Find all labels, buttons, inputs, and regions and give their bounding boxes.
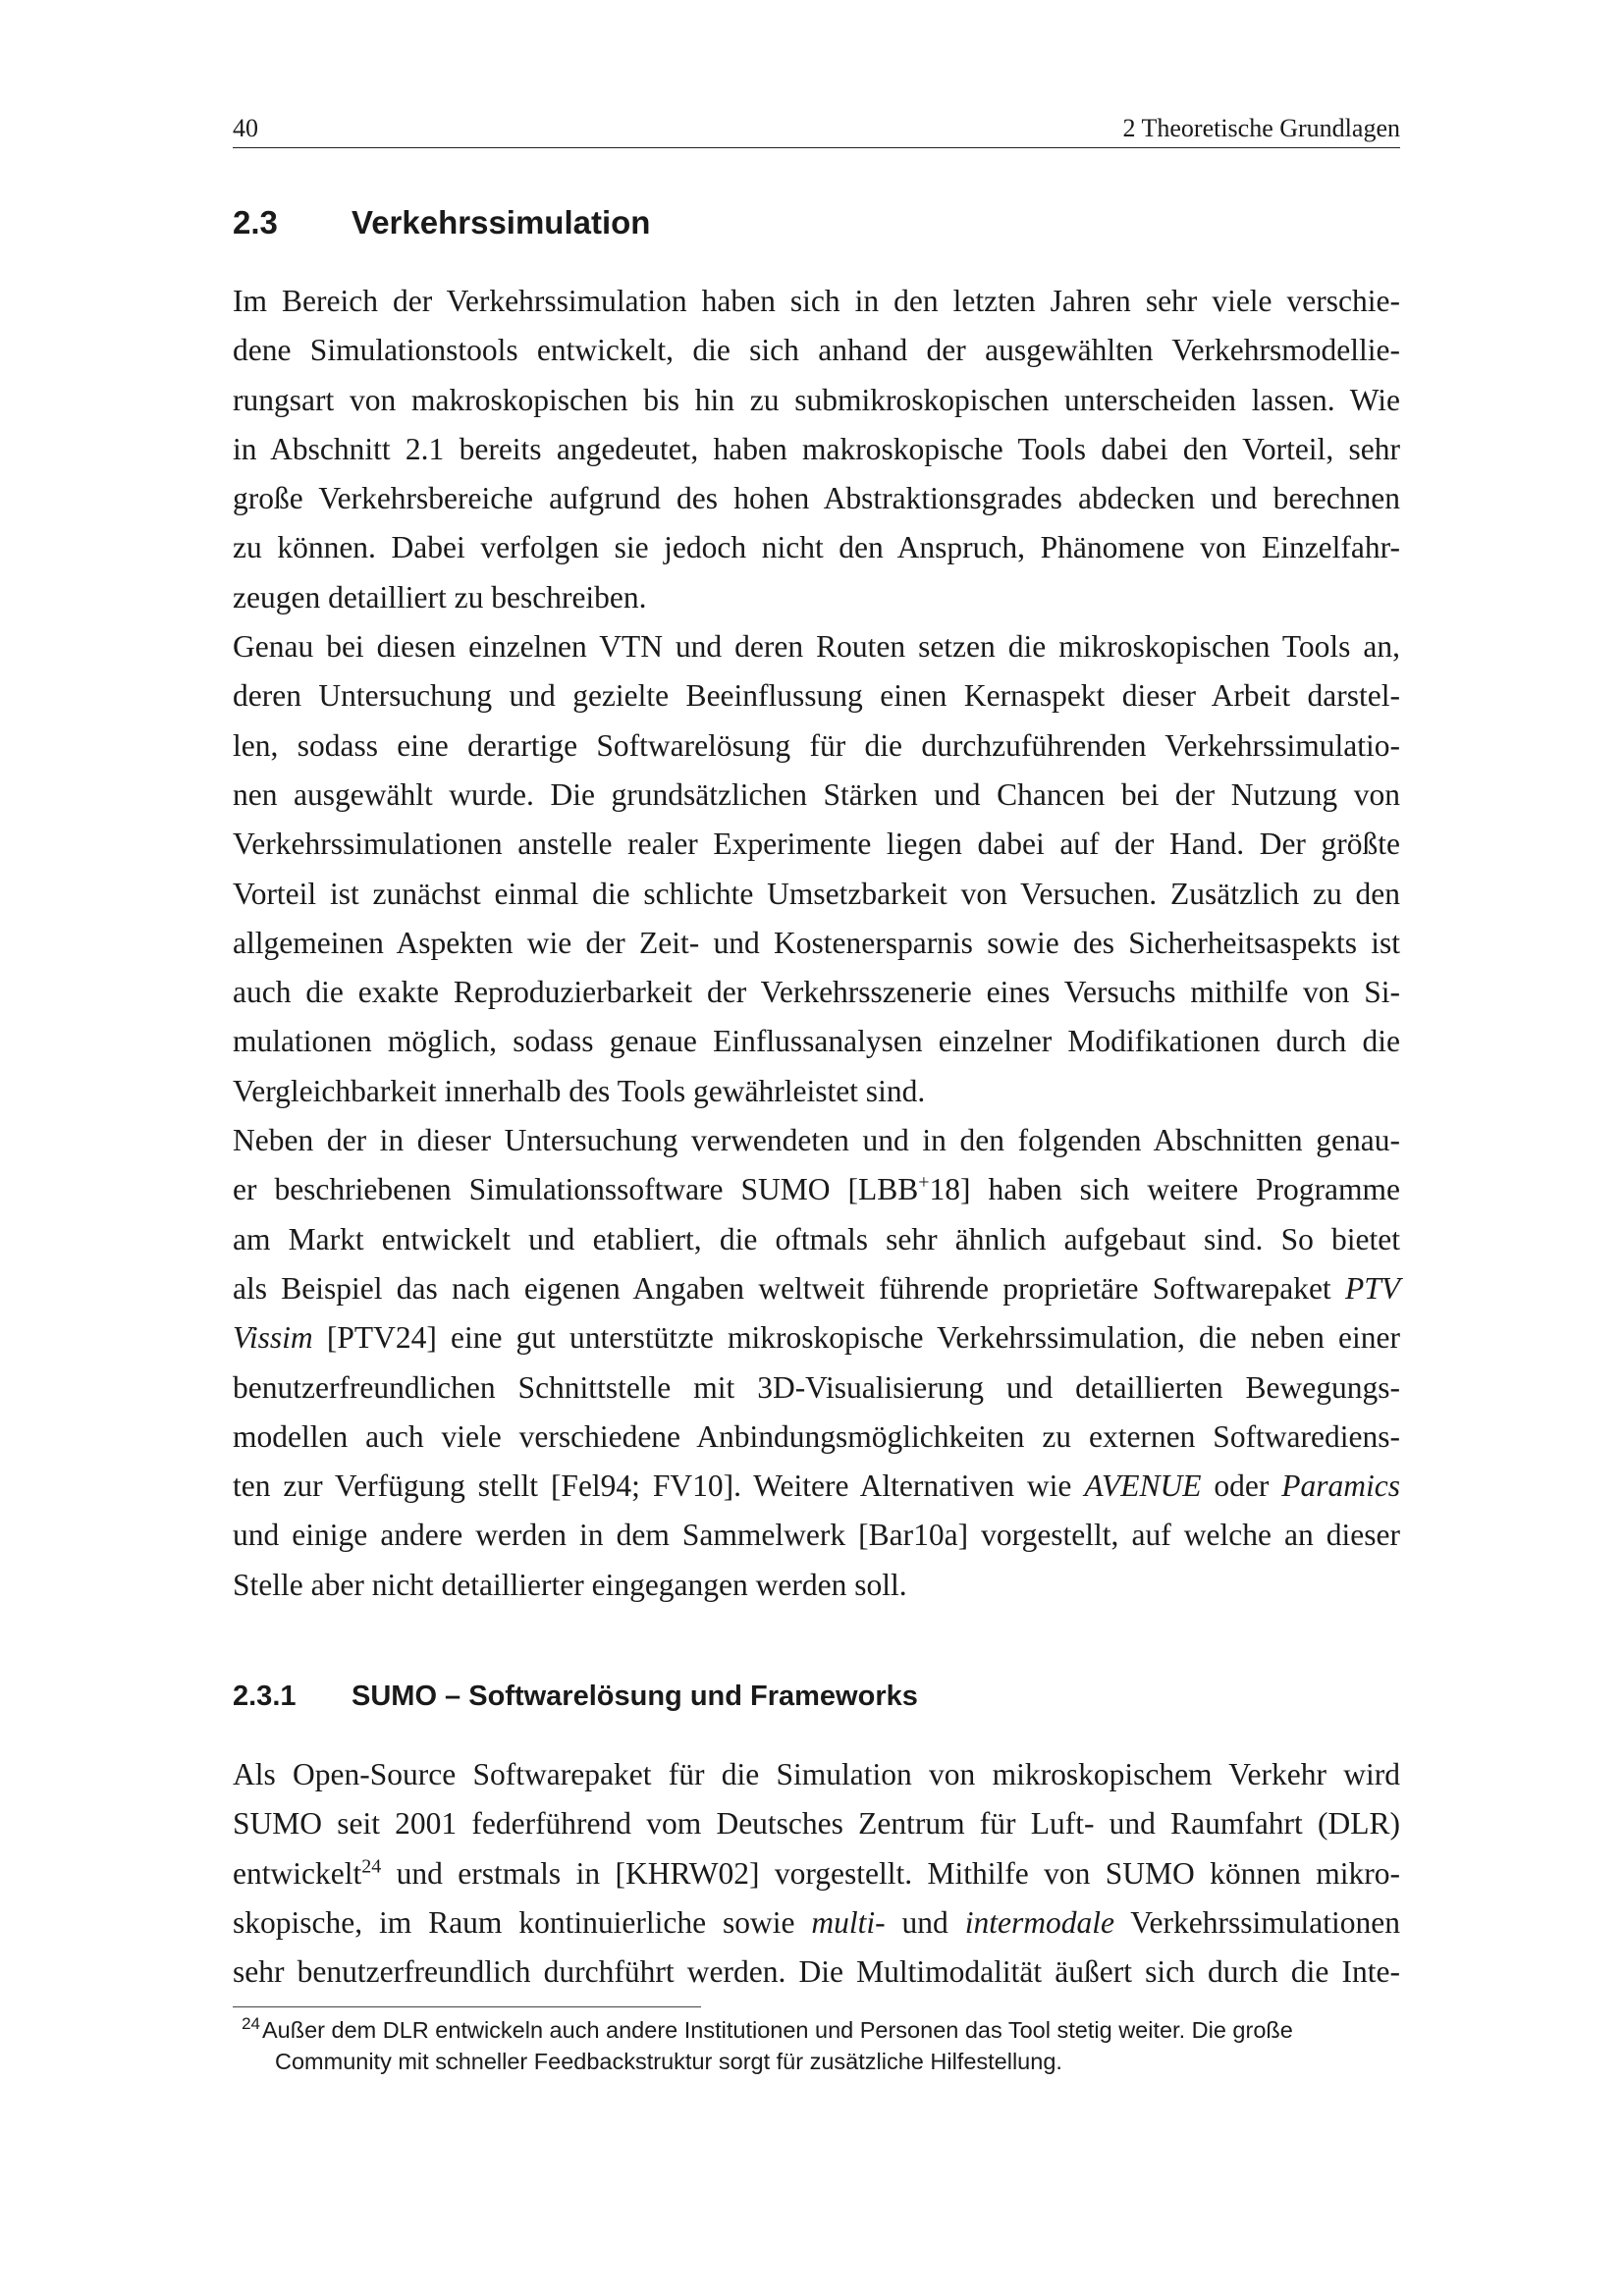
text-segment: am Markt entwickelt und etabliert, die oftmals sehr ähnlich aufgebaut sind. So bietet [233, 1221, 1400, 1256]
text-line [233, 919, 1400, 968]
text-segment: modellen auch viele verschiedene Anbindungsmöglichkeiten zu externen Softwarediens- [233, 1418, 1400, 1454]
text-segment: zu können. Dabei verfolgen sie jedoch nicht den Anspruch, Phänomene von Einzelfahr- [233, 530, 1400, 565]
text-line [233, 1413, 1400, 1462]
text-segment: allgemeinen Aspekten wie der Zeit- und Kostenersparnis sowie des Sicherheitsaspekts ist [233, 925, 1400, 960]
text-line [233, 1898, 1400, 1948]
text-segment: Vorteil ist zunächst einmal die schlichte Umsetzbarkeit von Versuchen. Zusätzlich zu den [233, 876, 1400, 911]
text-line [233, 1849, 1400, 1898]
text-segment: Vergleichbarkeit innerhalb des Tools gewährleistet sind. [233, 1073, 926, 1108]
running-title: 2 Theoretische Grundlagen [1122, 114, 1400, 142]
text-line [233, 1165, 1400, 1214]
italic-text: Vissim [233, 1320, 313, 1356]
italic-text: Paramics [1281, 1468, 1400, 1504]
text-line [233, 870, 1400, 919]
text-segment: große Verkehrsbereiche aufgrund des hohen Abstraktionsgrades abdecken und berechnen [233, 481, 1400, 516]
footnote: 24Außer dem DLR entwickeln auch andere Institutionen und Personen das Tool stetig weiter. Die große Community mit schneller Feedbackstruktur sorgt für zusätzliche Hilfestellung. [233, 2014, 1400, 2077]
text-line [233, 573, 1400, 622]
text-segment: Neben der in dieser Untersuchung verwendeten und in den folgenden Abschnitten genau- [233, 1123, 1400, 1158]
text-segment: [PTV24] eine gut unterstützte mikroskopische Verkehrssimulation, die neben einer [312, 1320, 1400, 1356]
text-segment: auch die exakte Reproduzierbarkeit der Verkehrsszenerie eines Versuchs mithilfe von Si- [233, 975, 1400, 1010]
text-segment: Stelle aber nicht detaillierter eingegangen werden soll. [233, 1567, 907, 1602]
text-line [233, 1363, 1400, 1413]
section-title: Verkehrssimulation [352, 204, 651, 240]
text-line [233, 771, 1400, 820]
text-line [233, 376, 1400, 425]
running-header [233, 110, 1400, 148]
text-segment: Genau bei diesen einzelnen VTN und deren Routen setzen die mikroskopischen Tools an, [233, 629, 1400, 665]
text-line [233, 1799, 1400, 1848]
body-paragraphs-section [233, 277, 1400, 1610]
text-line [233, 968, 1400, 1017]
page-number: 40 [233, 114, 258, 142]
text-segment: SUMO seit 2001 federführend vom Deutsches Zentrum für Luft- und Raumfahrt (DLR) [233, 1806, 1400, 1842]
text-line [233, 622, 1400, 671]
italic-text: PTV [1344, 1270, 1400, 1306]
text-segment: len, sodass eine derartige Softwarelösung für die durchzuführenden Verkehrssimulatio- [233, 727, 1400, 763]
text-line [233, 671, 1400, 721]
footnote-rule [233, 2006, 701, 2007]
italic-text: multi- [811, 1904, 886, 1940]
subsection-title: SUMO – Softwarelösung und Frameworks [352, 1681, 918, 1712]
text-segment: Im Bereich der Verkehrssimulation haben sich in den letzten Jahren sehr viele verschie- [233, 284, 1400, 318]
superscript: 24 [361, 1855, 382, 1878]
text-segment: dene Simulationstools entwickelt, die sich anhand der ausgewählten Verkehrsmodellie- [233, 333, 1400, 368]
text-segment: entwickelt [233, 1855, 362, 1891]
text-segment: oder [1201, 1468, 1282, 1504]
text-line [233, 721, 1400, 771]
body-paragraphs-subsection [233, 1750, 1400, 1997]
section-number: 2.3 [233, 204, 278, 240]
text-segment: mulationen möglich, sodass genaue Einflussanalysen einzelner Modifikationen durch die [233, 1024, 1400, 1059]
footnote-text-line-2: Community mit schneller Feedbackstruktur sorgt für zusätzliche Hilfestellung. [275, 2049, 1062, 2074]
text-line [233, 1750, 1400, 1799]
text-segment: zeugen detailliert zu beschreiben. [233, 579, 647, 614]
subsection-number: 2.3.1 [233, 1681, 297, 1712]
text-segment: Verkehrssimulationen anstelle realer Experimente liegen dabei auf der Hand. Der größte [233, 827, 1400, 862]
text-line [233, 1561, 1400, 1610]
text-segment: nen ausgewählt wurde. Die grundsätzlichen Stärken und Chancen bei der Nutzung von [233, 776, 1400, 812]
subsection-heading [233, 1681, 918, 1713]
text-line [233, 1511, 1400, 1560]
text-segment: benutzerfreundlichen Schnittstelle mit 3D-Visualisierung und detaillierten Bewegungs- [233, 1369, 1400, 1405]
text-line [233, 1462, 1400, 1511]
text-line [233, 523, 1400, 572]
footnote-text-line-1: Außer dem DLR entwickeln auch andere Institutionen und Personen das Tool stetig weiter. Die große [262, 2017, 1293, 2043]
text-segment: deren Untersuchung und gezielte Beeinflussung einen Kernaspekt dieser Arbeit darstel- [233, 678, 1400, 714]
text-segment: ten zur Verfügung stellt [Fel94; FV10]. Weitere Alternativen wie [233, 1468, 1085, 1504]
text-segment: und erstmals in [KHRW02] vorgestellt. Mithilfe von SUMO können mikro- [381, 1855, 1400, 1891]
text-segment: rungsart von makroskopischen bis hin zu submikroskopischen unterscheiden lassen. Wie [233, 382, 1400, 417]
text-line [233, 425, 1400, 474]
text-line [233, 820, 1400, 869]
section-heading [233, 204, 650, 241]
text-line [233, 1215, 1400, 1264]
text-segment: skopische, im Raum kontinuierliche sowie [233, 1904, 812, 1940]
text-segment: Als Open-Source Softwarepaket für die Simulation von mikroskopischem Verkehr wird [233, 1757, 1400, 1791]
text-line [233, 326, 1400, 375]
text-segment: Verkehrssimulationen [1113, 1904, 1400, 1940]
text-segment: und einige andere werden in dem Sammelwerk [Bar10a] vorgestellt, auf welche an dieser [233, 1518, 1400, 1553]
italic-text: intermodale [964, 1904, 1114, 1940]
text-segment: als Beispiel das nach eigenen Angaben weltweit führende proprietäre Softwarepaket [233, 1270, 1345, 1306]
text-segment: in Abschnitt 2.1 bereits angedeutet, haben makroskopische Tools dabei den Vorteil, sehr [233, 431, 1400, 466]
text-line [233, 474, 1400, 523]
text-segment: sehr benutzerfreundlich durchführt werden. Die Multimodalität äußert sich durch die Inte- [233, 1954, 1400, 1990]
text-line [233, 1264, 1400, 1313]
text-line [233, 1067, 1400, 1116]
text-segment: er beschriebenen Simulationssoftware SUMO [LBB [233, 1172, 919, 1207]
text-line [233, 1116, 1400, 1165]
text-segment: und [885, 1904, 965, 1940]
italic-text: AVENUE [1084, 1468, 1202, 1504]
superscript: + [918, 1171, 930, 1194]
text-line [233, 277, 1400, 326]
text-line [233, 1313, 1400, 1362]
text-line [233, 1948, 1400, 1997]
text-line [233, 1017, 1400, 1066]
text-segment: 18] haben sich weitere Programme [929, 1172, 1400, 1207]
